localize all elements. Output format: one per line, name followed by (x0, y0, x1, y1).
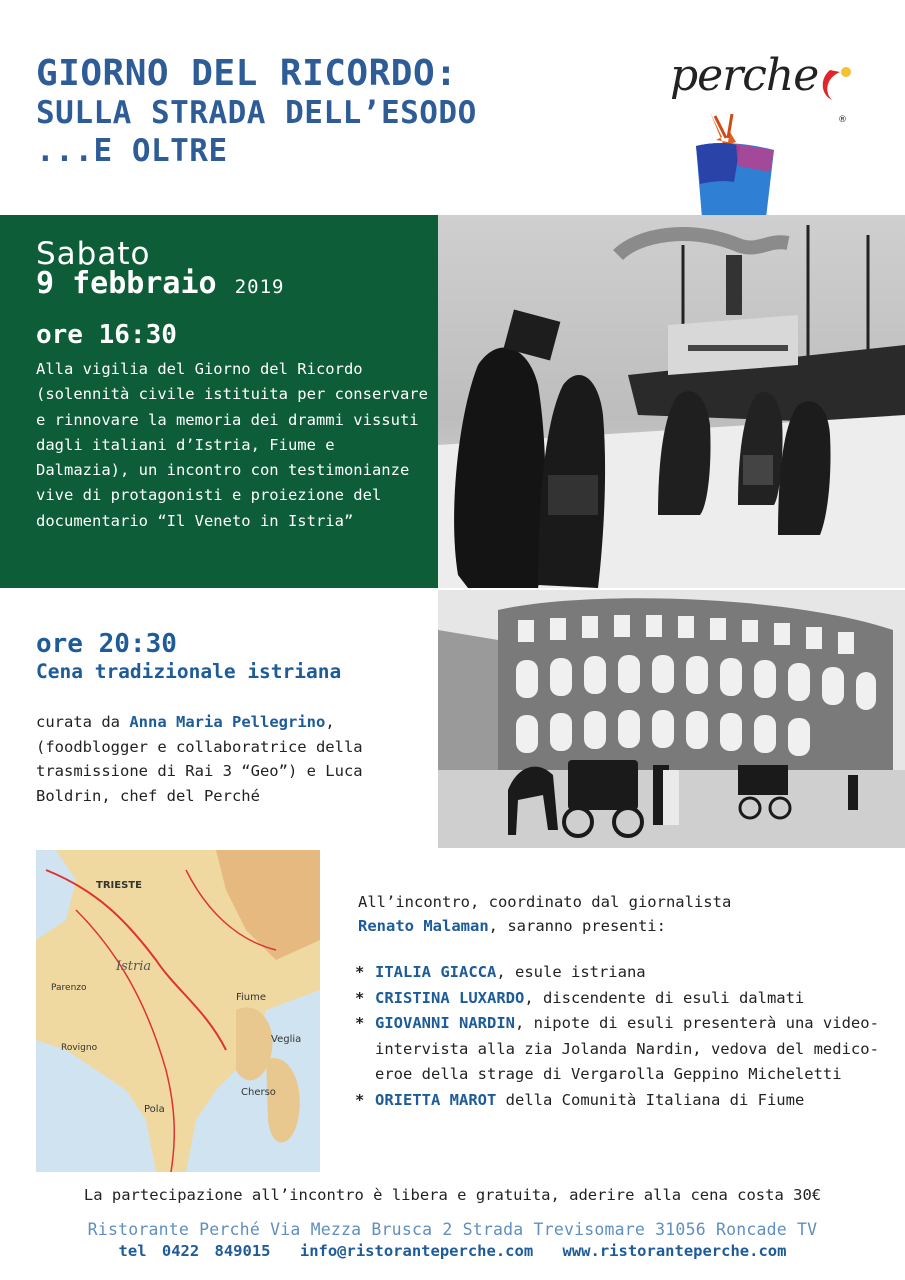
phone-number[interactable]: tel 0422 849015 (118, 1242, 271, 1260)
guest-name: ORIETTA MAROT (375, 1090, 497, 1109)
event-year: 2019 (234, 276, 285, 298)
event-date-text: 9 febbraio (36, 266, 217, 301)
map-label-istria: Istria (116, 959, 152, 974)
guest-desc: della Comunità Italiana di Fiume (496, 1090, 805, 1109)
website-link[interactable]: www.ristoranteperche.com (562, 1242, 787, 1260)
map-label-veglia: Veglia (271, 1034, 302, 1045)
guest-item: * CRISTINA LUXARDO, discendente di esuli dalmati (355, 988, 805, 1007)
map-label-cherso: Cherso (241, 1087, 276, 1098)
curator-prefix: curata da (36, 713, 120, 731)
map-label-rovigno: Rovigno (61, 1043, 98, 1053)
event-title (36, 54, 477, 170)
afternoon-panel (0, 215, 438, 588)
coordinator-intro: All’incontro, coordinato dal giornalista (358, 893, 732, 911)
evening-title: Cena tradizionale istriana (36, 660, 342, 683)
afternoon-time: ore 16:30 (36, 320, 177, 350)
map-label-fiume: Fiume (236, 992, 267, 1003)
email-link[interactable]: info@ristoranteperche.com (299, 1242, 534, 1260)
guest-list (355, 960, 900, 1113)
event-day: Sabato (36, 236, 151, 272)
restaurant-address: Ristorante Perché Via Mezza Brusca 2 Strada Trevisomare 31056 Roncade TV (87, 1220, 818, 1239)
guest-name: GIOVANNI NARDIN (375, 1014, 515, 1032)
guest-name: CRISTINA LUXARDO (375, 988, 525, 1007)
title-line-3: ...E OLTRE (36, 133, 228, 169)
perche-logo (670, 42, 870, 227)
guest-desc: , discendente di esuli dalmati (524, 988, 805, 1007)
guest-item: * GIOVANNI NARDIN, nipote di esuli presenterà una video-intervista alla zia Jolanda Nardin, vedova del medico-eroe della strage di Vergarolla Geppino Micheletti (355, 1014, 879, 1083)
istria-map (36, 850, 320, 1172)
coordinator-line (358, 890, 878, 938)
afternoon-description: Alla vigilia del Giorno del Ricordo (solennità civile istituita per conservare e rinnovare la memoria dei drammi vissuti dagli italiani d’Istria, Fiume e Dalmazia), un incontro con testimonianze vive di protagonisti e proiezione del documentario “Il Veneto in Istria” (36, 360, 428, 530)
arena-photo (438, 590, 905, 848)
evening-description (36, 710, 436, 808)
title-line-2: SULLA STRADA DELL’ESODO (36, 95, 477, 131)
curator-name: Anna Maria Pellegrino (129, 713, 326, 731)
contact-line (0, 1242, 905, 1260)
moderator-name: Renato Malaman (358, 917, 489, 935)
exodus-photo (438, 215, 905, 588)
guest-item: * ORIETTA MAROT della Comunità Italiana di Fiume (355, 1090, 805, 1109)
map-label-parenzo: Parenzo (51, 983, 87, 993)
map-label-pola: Pola (144, 1104, 165, 1115)
curator-details: , (foodblogger e collaboratrice della trasmissione di Rai 3 “Geo”) e Luca Boldrin, chef del Perché (36, 713, 363, 805)
guest-desc: , nipote di esuli presenterà una video-intervista alla zia Jolanda Nardin, vedova del medico-eroe della strage di Vergarolla Geppino Micheletti (375, 1014, 879, 1083)
guest-name: ITALIA GIACCA (375, 963, 497, 981)
participation-notice: La partecipazione all’incontro è libera e gratuita, aderire alla cena costa 30€ (83, 1186, 822, 1204)
guest-desc: , esule istriana (496, 963, 646, 981)
map-label-trieste: TRIESTE (96, 880, 142, 891)
event-date (36, 267, 284, 304)
coordinator-intro-end: , saranno presenti: (488, 917, 666, 935)
title-line-1: GIORNO DEL RICORDO: (36, 53, 458, 94)
logo-wordmark: perche (670, 50, 819, 101)
guest-item: * ITALIA GIACCA, esule istriana (355, 963, 646, 981)
evening-time: ore 20:30 (36, 629, 177, 659)
svg-text:®: ® (838, 115, 847, 125)
